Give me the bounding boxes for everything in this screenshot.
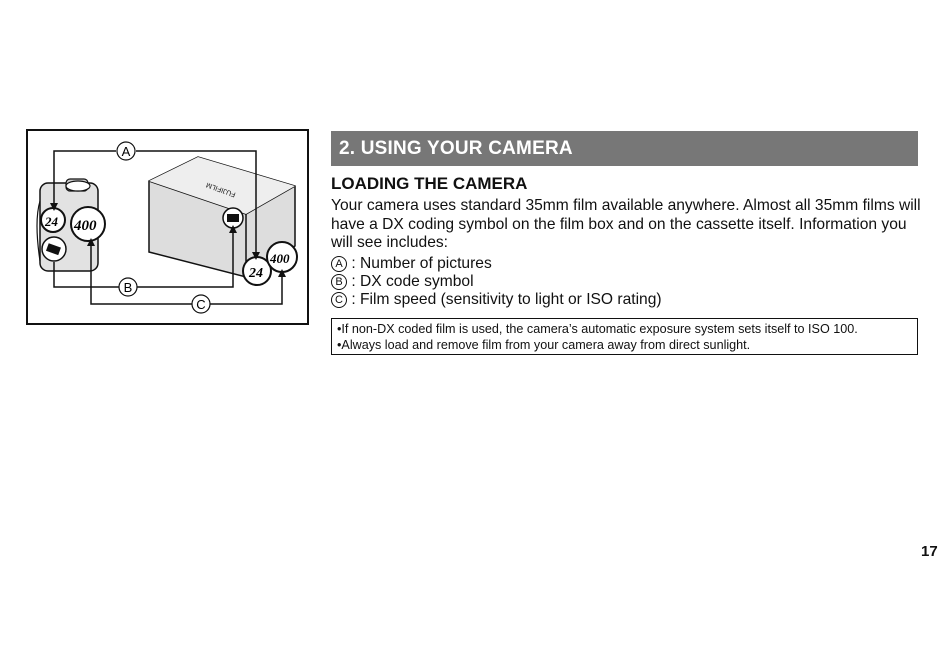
- marker-a-icon: A: [331, 256, 347, 272]
- list-item-b-text: : DX code symbol: [351, 273, 474, 290]
- label-b-text: B: [123, 280, 133, 295]
- box-exposure-text: 24: [249, 266, 263, 281]
- marker-c-icon: C: [331, 292, 347, 308]
- note-text-1: If non-DX coded film is used, the camera’s automatic exposure system sets itself to ISO 100.: [341, 322, 858, 336]
- note-item: •If non-DX coded film is used, the camera’s automatic exposure system sets itself to ISO 100.: [337, 322, 858, 336]
- intro-paragraph: Your camera uses standard 35mm film available anywhere. Almost all 35mm films will have a DX coding symbol on the film box and on the cassette itself. Information you will see includes:: [331, 197, 921, 251]
- note-item: •Always load and remove film from your camera away from direct sunlight.: [337, 338, 751, 352]
- film-diagram: [28, 131, 307, 323]
- list-item-a-text: : Number of pictures: [351, 255, 492, 272]
- film-illustration: [26, 129, 309, 325]
- list-item-c-text: : Film speed (sensitivity to light or ISO rating): [351, 291, 662, 308]
- cassette-exposure-text: 24: [45, 214, 58, 229]
- subheading: LOADING THE CAMERA: [331, 174, 528, 193]
- list-item-b: [331, 273, 474, 291]
- label-c-text: C: [196, 297, 206, 312]
- box-iso-text: 400: [270, 251, 290, 266]
- list-item-c: [331, 291, 662, 309]
- label-a-text: A: [121, 144, 131, 159]
- box-brand-text: FUJIFILM: [205, 180, 237, 198]
- note-text-2: Always load and remove film from your camera away from direct sunlight.: [341, 338, 751, 352]
- section-title: 2. USING YOUR CAMERA: [331, 131, 918, 166]
- list-item-a: [331, 255, 492, 273]
- page-number: 17: [921, 543, 938, 560]
- marker-b-icon: B: [331, 274, 347, 290]
- notes-box: [331, 318, 918, 355]
- cassette-iso-text: 400: [74, 218, 97, 234]
